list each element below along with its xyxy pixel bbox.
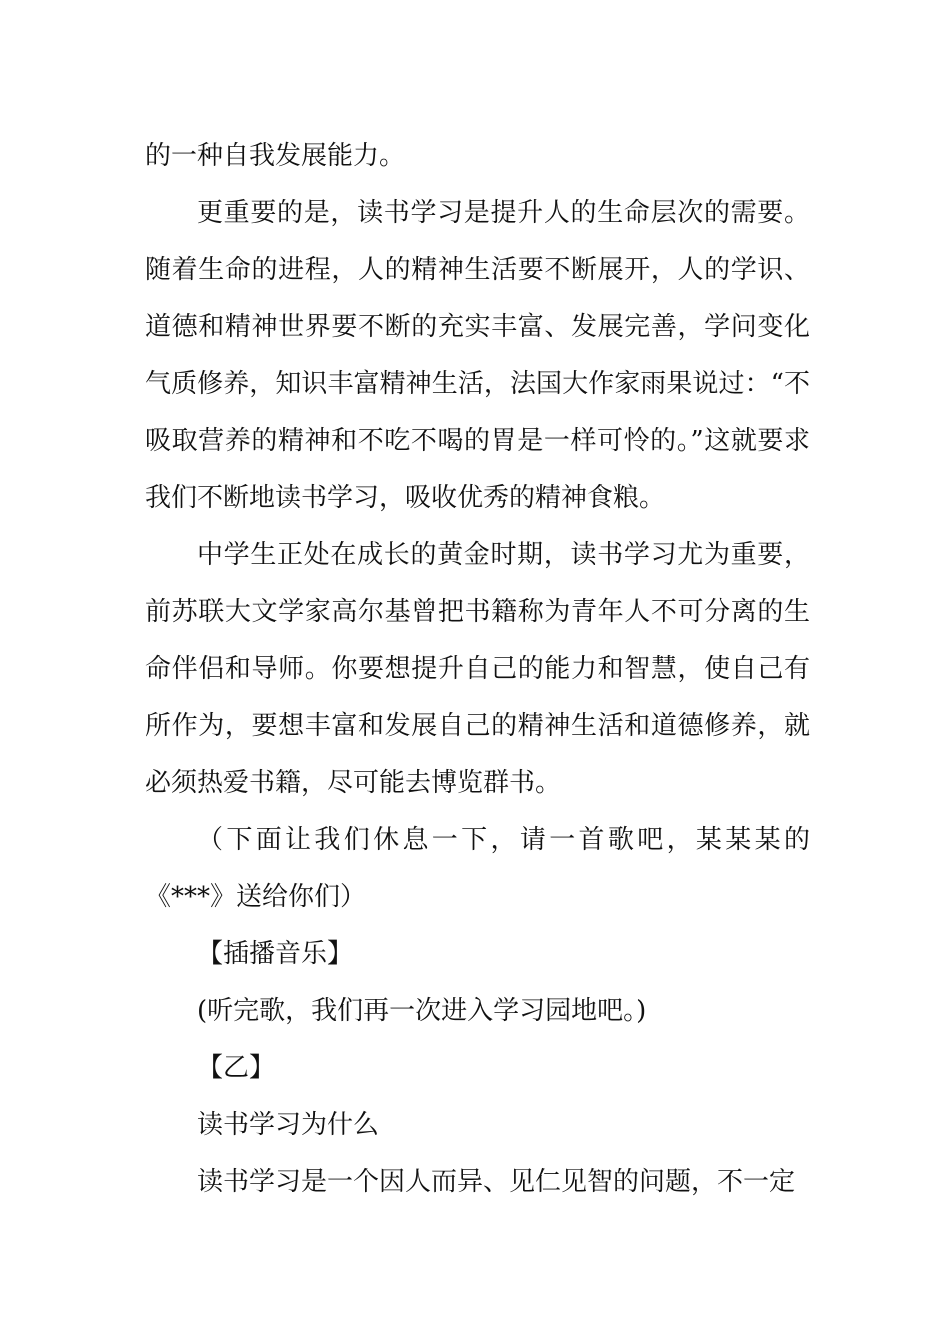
paragraph-song-break: （下面让我们休息一下，请一首歌吧，某某某的《***》送给你们） xyxy=(145,825,810,912)
paragraph-why-read: 读书学习是一个因人而异、见仁见智的问题，不一定 xyxy=(197,1167,796,1197)
speaker-label-yi: 【乙】 xyxy=(197,1053,276,1083)
paragraph-continuation: 的一种自我发展能力。 xyxy=(145,141,406,171)
document-body xyxy=(145,128,810,1211)
paragraph-reading-life-level: 更重要的是，读书学习是提升人的生命层次的需要。随着生命的进程，人的精神生活要不断展开，人的学识、道德和精神世界要不断的充实丰富、发展完善，学问变化气质修养，知识丰富精神生活，法国大作家雨果说过：“不吸取营养的精神和不吃不喝的胃是一样可怜的。”这就要求我们不断地读书学习，吸收优秀的精神食粮。 xyxy=(145,198,810,513)
section-heading: 读书学习为什么 xyxy=(197,1110,380,1140)
paragraph-after-song: (听完歌，我们再一次进入学习园地吧。) xyxy=(197,996,647,1026)
paragraph-middle-school-students: 中学生正处在成长的黄金时期，读书学习尤为重要，前苏联大文学家高尔基曾把书籍称为青年人不可分离的生命伴侣和导师。你要想提升自己的能力和智慧，使自己有所作为，要想丰富和发展自己的精神生活和道德修养，就必须热爱书籍，尽可能去博览群书。 xyxy=(145,540,810,798)
stage-direction-music: 【插播音乐】 xyxy=(197,939,354,969)
